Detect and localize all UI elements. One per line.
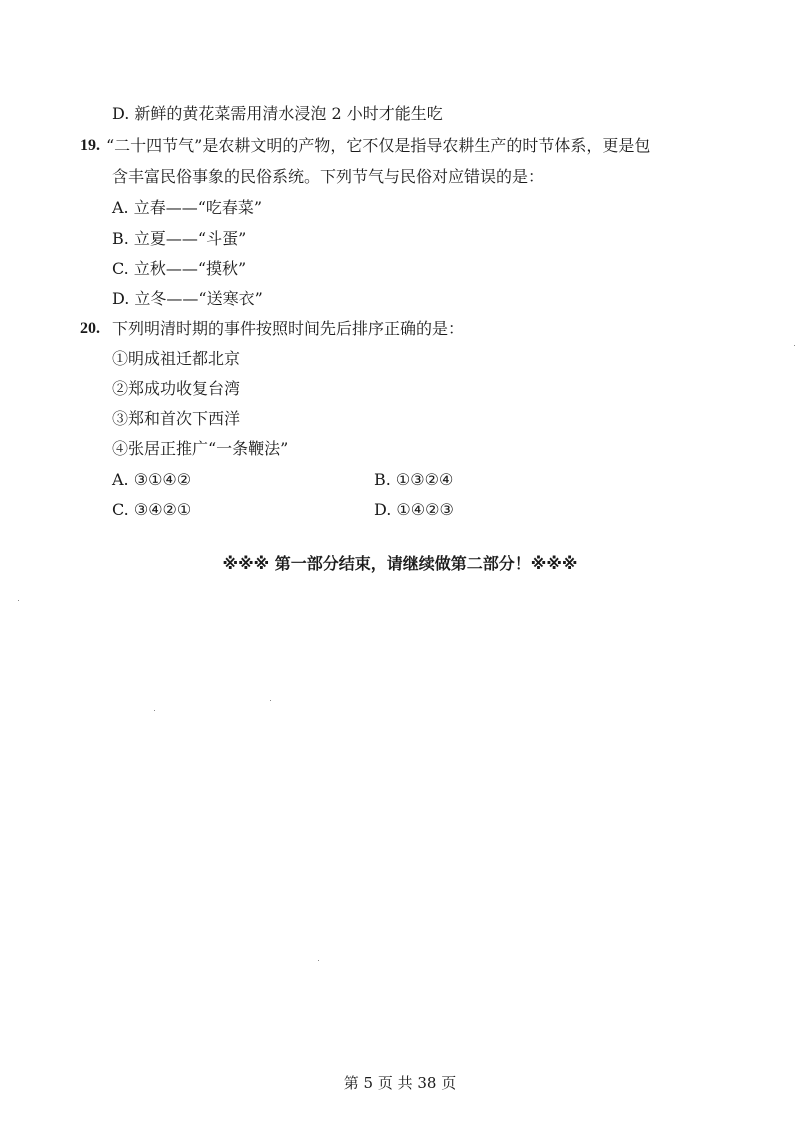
q19-stem-line-2: 含丰富民俗事象的民俗系统。下列节气与民俗对应错误的是： [112,167,545,186]
q19-stem-line-1: “二十四节气”是农耕文明的产物，它不仅是指导农耕生产的时节体系，更是包 [106,136,651,155]
q18-option-d: D. 新鲜的黄花菜需用清水浸泡 2 小时才能生吃 [112,104,443,123]
q20-event-2: ②郑成功收复台湾 [112,379,241,398]
q20-event-1: ①明成祖迁都北京 [112,349,241,368]
scan-speck [154,710,155,711]
q20-event-3: ③郑和首次下西洋 [112,409,241,428]
q20-stem: 下列明清时期的事件按照时间先后排序正确的是： [112,319,465,338]
q19-option-b: B. 立夏——“斗蛋” [112,229,247,248]
q20-event-4: ④张居正推广“一条鞭法” [112,439,289,458]
scan-speck [794,345,795,346]
q20-number: 20. [80,320,100,337]
section-end-notice: ※※※ 第一部分结束，请继续做第二部分！※※※ [222,554,578,573]
q19-option-d: D. 立冬——“送寒衣” [112,289,263,308]
page-footer: 第 5 页 共 38 页 [343,1074,457,1092]
q19-number: 19. [80,137,100,154]
q20-option-c: C. ③④②① [112,500,192,519]
q20-option-d: D. ①④②③ [374,500,454,519]
scan-speck [270,700,271,701]
q19-option-c: C. 立秋——“摸秋” [112,259,247,278]
scan-speck [318,960,319,961]
q20-option-a: A. ③①④② [112,470,192,489]
q20-option-b: B. ①③②④ [374,470,454,489]
q19-option-a: A. 立春——“吃春菜” [112,198,263,217]
scan-speck [18,600,19,601]
